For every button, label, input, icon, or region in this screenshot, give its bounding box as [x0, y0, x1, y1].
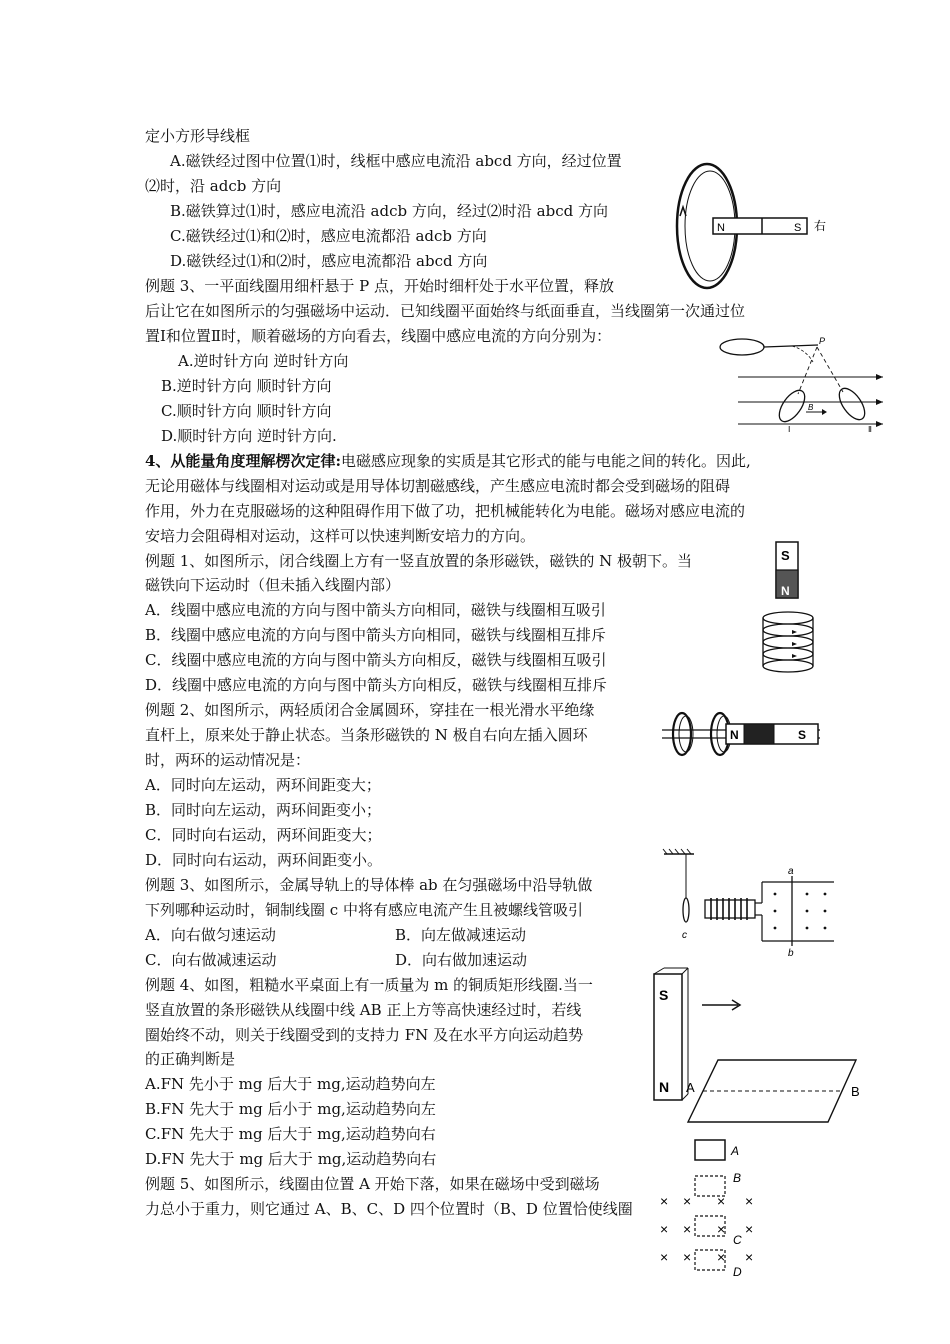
question-stem: 例题 5、如图所示，线圈由位置 A 开始下落，如果在磁场中受到磁场: [145, 1175, 600, 1193]
question-stem: 的正确判断是: [145, 1050, 236, 1068]
question-stem: 下列哪种运动时，铜制线圈 c 中将有感应电流产生且被螺线管吸引: [145, 901, 583, 919]
rings-rod-figure: [660, 708, 830, 763]
position-2-label: Ⅱ: [868, 425, 872, 434]
option-c: C.顺时针方向 顺时针方向: [161, 402, 332, 420]
magnet-s-label: S: [798, 728, 807, 742]
pendulum-coil-figure: [718, 332, 888, 437]
field-b-label: B: [808, 403, 814, 412]
option-a: A．线圈中感应电流的方向与图中箭头方向相同，磁铁与线圈相互吸引: [145, 601, 606, 619]
question-stem: 磁铁向下运动时（但未插入线圈内部）: [145, 576, 401, 594]
magnet-coil-figure: [752, 540, 822, 690]
question-stem: 例题 4、如图，粗糙水平桌面上有一质量为 m 的铜质矩形线圈.当一: [145, 976, 593, 994]
text-line: ⑵时，沿 adcb 方向: [145, 177, 282, 195]
pivot-p-label: P: [819, 336, 826, 346]
question-stem: 例题 3、一平面线圈用细杆悬于 P 点，开始时细杆处于水平位置，释放: [145, 277, 614, 295]
option-a: A.逆时针方向 逆时针方向: [178, 352, 349, 370]
magnet-s-label: S: [659, 987, 669, 1003]
field-cross: ×: [717, 1193, 726, 1209]
question-stem: 置Ⅰ和位置Ⅱ时，顺着磁场的方向看去，线圈中感应电流的方向分别为：: [145, 327, 612, 345]
option-b: B.逆时针方向 顺时针方向: [161, 377, 332, 395]
section-paragraph: 作用，外力在克服磁场的这种阻碍作用下做了功，把机械能转化为电能。磁场对感应电流的: [145, 502, 746, 520]
option-c: C．向右做减速运动: [145, 951, 277, 969]
field-cross: ×: [717, 1221, 726, 1237]
option-b: B.FN 先大于 mg 后小于 mg,运动趋势向左: [145, 1100, 436, 1118]
question-stem: 例题 1、如图所示，闭合线圈上方有一竖直放置的条形磁铁，磁铁的 N 极朝下。当: [145, 552, 692, 570]
label-a: A: [731, 1144, 740, 1158]
option-d: D．同时向右运动，两环间距变小。: [145, 851, 383, 869]
magnet-n-label: N: [781, 584, 790, 598]
option-a: A．同时向左运动，两环间距变大；: [145, 776, 381, 794]
label-d: D: [733, 1265, 742, 1279]
option-d: D．线圈中感应电流的方向与图中箭头方向相反，磁铁与线圈相互排斥: [145, 676, 608, 694]
falling-loop-figure: [655, 1138, 785, 1283]
question-stem: 时，两环的运动情况是：: [145, 751, 311, 769]
option-c: C.FN 先大于 mg 后大于 mg,运动趋势向右: [145, 1125, 436, 1143]
option-d: D．向右做加速运动: [395, 951, 528, 969]
field-cross: ×: [745, 1193, 754, 1209]
field-cross: ×: [660, 1221, 669, 1237]
rod-a-label: a: [788, 866, 794, 877]
question-stem: 直杆上，原来处于静止状态。当条形磁铁的 N 极自右向左插入圆环: [145, 726, 588, 744]
magnet-n-label: N: [717, 222, 725, 234]
field-cross: ×: [683, 1221, 692, 1237]
magnet-s-label: S: [794, 222, 802, 234]
question-stem: 例题 3、如图所示，金属导轨上的导体棒 ab 在匀强磁场中沿导轨做: [145, 876, 593, 894]
label-c: C: [733, 1233, 742, 1247]
option-a: A.FN 先小于 mg 后大于 mg,运动趋势向左: [145, 1075, 436, 1093]
rails-solenoid-figure: [662, 848, 847, 958]
field-cross: ×: [683, 1249, 692, 1265]
section-paragraph: 4、从能量角度理解楞次定律:电磁感应现象的实质是其它形式的能与电能之间的转化。因此,: [145, 452, 751, 470]
magnet-over-loop-figure: [648, 966, 868, 1132]
text-line: 定小方形导线框: [145, 127, 251, 145]
section-paragraph: 无论用磁体与线圈相对运动或是用导体切割磁感线，产生感应电流时都会受到磁场的阻碍: [145, 477, 731, 495]
field-cross: ×: [660, 1249, 669, 1265]
option-b: B．线圈中感应电流的方向与图中箭头方向相同，磁铁与线圈相互排斥: [145, 626, 607, 644]
field-cross: ×: [717, 1249, 726, 1265]
option-a: A.磁铁经过图中位置⑴时，线框中感应电流沿 abcd 方向，经过位置: [170, 152, 622, 170]
loop-magnet-figure: [670, 158, 835, 293]
option-b: B．向左做减速运动: [395, 926, 527, 944]
position-1-label: Ⅰ: [788, 425, 791, 434]
field-cross: ×: [683, 1193, 692, 1209]
option-d: D.FN 先大于 mg 后大于 mg,运动趋势向右: [145, 1150, 437, 1168]
rod-b-label: b: [788, 948, 794, 958]
label-b: B: [733, 1171, 742, 1185]
option-b: B．同时向左运动，两环间距变小；: [145, 801, 382, 819]
option-c: C．线圈中感应电流的方向与图中箭头方向相反，磁铁与线圈相互吸引: [145, 651, 607, 669]
direction-right-label: 右: [814, 219, 827, 233]
question-stem: 竖直放置的条形磁铁从线圈中线 AB 正上方等高快速经过时，若线: [145, 1001, 582, 1019]
option-d: D.磁铁经过⑴和⑵时，感应电流都沿 abcd 方向: [170, 252, 488, 270]
magnet-s-label: S: [781, 548, 790, 563]
question-stem: 力总小于重力，则它通过 A、B、C、D 四个位置时（B、D 位置恰使线圈: [145, 1200, 633, 1218]
option-d: D.顺时针方向 逆时针方向.: [161, 427, 337, 445]
question-stem: 例题 2、如图所示，两轻质闭合金属圆环，穿挂在一根光滑水平绝缘: [145, 701, 595, 719]
label-a: A: [686, 1080, 695, 1095]
option-c: C.磁铁经过⑴和⑵时，感应电流都沿 adcb 方向: [170, 227, 487, 245]
coil-c-label: c: [682, 930, 687, 941]
label-b: B: [851, 1084, 860, 1099]
field-cross: ×: [745, 1221, 754, 1237]
magnet-n-label: N: [659, 1079, 670, 1095]
field-cross: ×: [660, 1193, 669, 1209]
section-paragraph: 安培力会阻碍相对运动，这样可以快速判断安培力的方向。: [145, 527, 536, 545]
option-c: C．同时向右运动，两环间距变大；: [145, 826, 382, 844]
magnet-n-label: N: [730, 728, 739, 742]
question-stem: 圈始终不动，则关于线圈受到的支持力 FN 及在水平方向运动趋势: [145, 1026, 584, 1044]
section-heading: 4、从能量角度理解楞次定律:: [145, 452, 341, 470]
option-a: A．向右做匀速运动: [145, 926, 276, 944]
field-cross: ×: [745, 1249, 754, 1265]
option-b: B.磁铁算过⑴时，感应电流沿 adcb 方向，经过⑵时沿 abcd 方向: [170, 202, 608, 220]
question-stem: 后让它在如图所示的匀强磁场中运动．已知线圈平面始终与纸面垂直，当线圈第一次通过位: [145, 302, 746, 320]
